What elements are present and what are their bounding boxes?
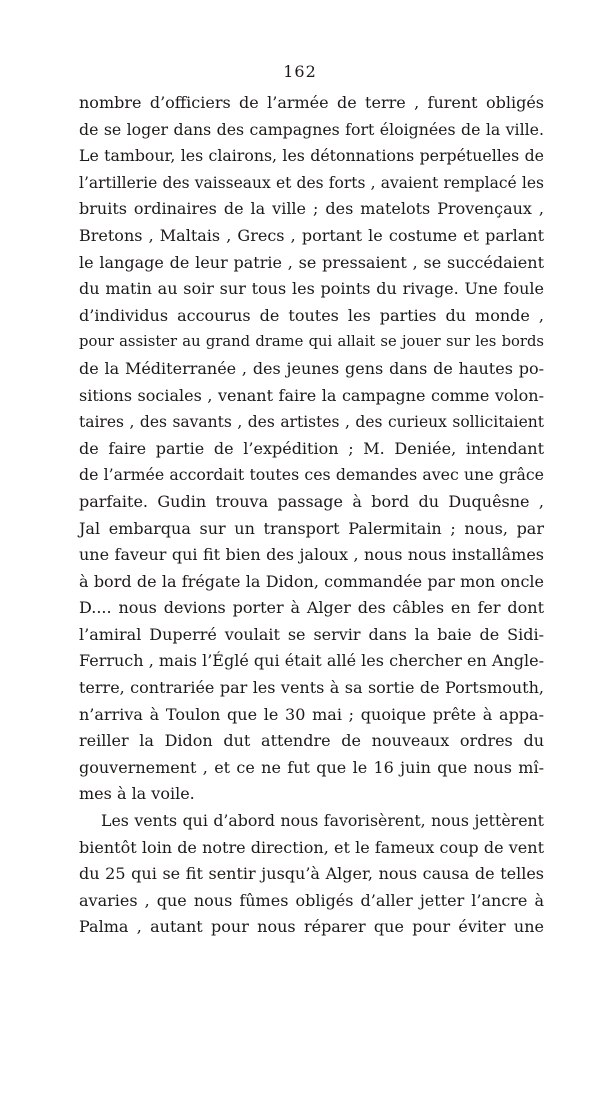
text-line: de l’armée accordait toutes ces demandes avec une grâce xyxy=(79,465,544,485)
text-line: gouvernement , et ce ne fut que le 16 juin que nous mî- xyxy=(79,757,544,777)
text-line: nombre d’officiers de l’armée de terre , furent obligés xyxy=(79,93,544,112)
text-line: Ferruch , mais l’Églé qui était allé les chercher en Angle- xyxy=(79,651,544,671)
text-line: bientôt loin de notre direction, et le fameux coup de vent xyxy=(79,837,544,857)
text-line: sitions sociales , venant faire la campagne comme volon- xyxy=(79,385,544,405)
paragraph xyxy=(79,808,544,941)
paragraph xyxy=(79,90,544,808)
text-line: de se loger dans des campagnes fort éloignées de la ville. xyxy=(79,119,544,139)
text-line: Les vents qui d’abord nous favorisèrent, nous jettèrent xyxy=(101,811,544,831)
text-line: du 25 qui se fit sentir jusqu’à Alger, nous causa de telles xyxy=(79,864,544,884)
text-line: l’amiral Duperré voulait se servir dans la baie de Sidi- xyxy=(79,624,544,644)
text-line: pour assister au grand drame qui allait se jouer sur les bords xyxy=(79,333,544,351)
text-line: D.... nous devions porter à Alger des câbles en fer dont xyxy=(79,598,544,618)
text-line: parfaite. Gudin trouva passage à bord du Duquêsne , xyxy=(79,491,544,511)
text-line: d’individus accourus de toutes les parties du monde , xyxy=(79,305,544,325)
text-line: Palma , autant pour nous réparer que pour éviter une xyxy=(79,917,544,937)
text-line: Jal embarqua sur un transport Palermitain ; nous, par xyxy=(79,518,544,538)
text-line: reiller la Didon dut attendre de nouveaux ordres du xyxy=(79,731,544,751)
text-line: à bord de la frégate la Didon, commandée par mon oncle xyxy=(79,571,544,591)
text-line: du matin au soir sur tous les points du rivage. Une foule xyxy=(79,279,544,299)
text-line: le langage de leur patrie , se pressaient , se succédaient xyxy=(79,252,544,272)
text-line: Bretons , Maltais , Grecs , portant le costume et parlant xyxy=(79,225,544,245)
text-line: l’artillerie des vaisseaux et des forts , avaient remplacé les xyxy=(79,173,544,192)
text-line: bruits ordinaires de la ville ; des matelots Provençaux , xyxy=(79,199,544,219)
text-line: taires , des savants , des artistes , des curieux sollicitaient xyxy=(79,413,544,432)
text-line: de la Méditerranée , des jeunes gens dans de hautes po- xyxy=(79,358,544,378)
text-line: avaries , que nous fûmes obligés d’aller jetter l’ancre à xyxy=(79,890,544,910)
text-line: une faveur qui fit bien des jaloux , nous nous installâmes xyxy=(79,545,544,565)
page-number: 162 xyxy=(283,62,317,81)
body-text xyxy=(79,90,544,941)
text-line: n’arriva à Toulon que le 30 mai ; quoique prête à appa- xyxy=(79,704,544,724)
text-line: Le tambour, les clairons, les détonnations perpétuelles de xyxy=(79,146,544,166)
text-line: de faire partie de l’expédition ; M. Deniée, intendant xyxy=(79,438,544,458)
text-line: terre, contrariée par les vents à sa sortie de Portsmouth, xyxy=(79,678,544,698)
text-line: mes à la voile. xyxy=(79,784,195,804)
